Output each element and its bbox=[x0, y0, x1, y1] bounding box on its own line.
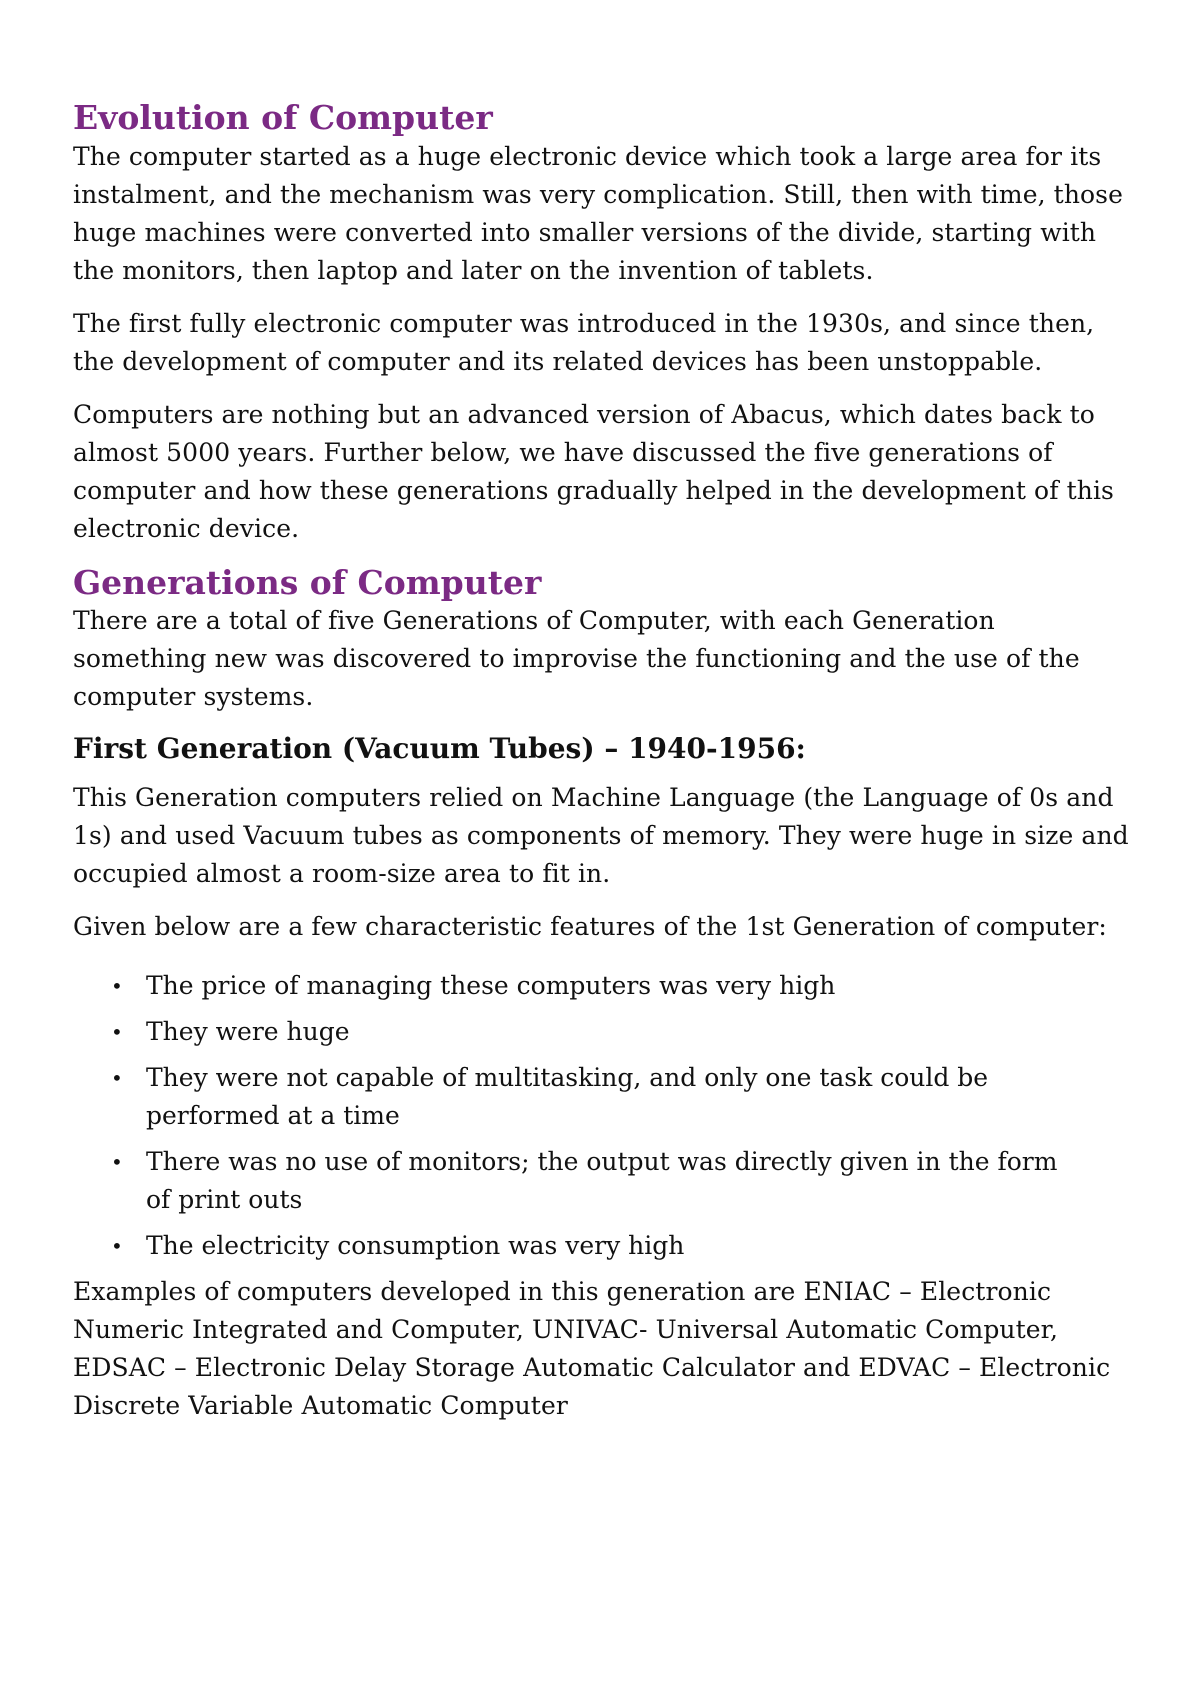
section-heading-evolution: Evolution of Computer bbox=[73, 98, 493, 137]
section-heading-generations: Generations of Computer bbox=[73, 562, 542, 602]
list-item bbox=[111, 1059, 1135, 1135]
paragraph-generations-intro: There are a total of five Generations of Computer, with each Generation something new was discovered to improvise the functioning and the use of the computer systems. bbox=[73, 606, 1080, 712]
paragraph-examples: Examples of computers developed in this generation are ENIAC – Electronic Numeric Integrated and Computer, UNIVAC- Universal Automatic Computer, EDSAC – Electronic Delay Storage Automatic Calculator and EDVAC – Electronic Discrete Variable Automatic Computer bbox=[73, 1276, 1111, 1420]
paragraph-evolution-3: Computers are nothing but an advanced version of Abacus, which dates back to almost 5000 years. Further below, we have discussed the five generations of computer and how these generations gradually helped in the development of this electronic device. bbox=[73, 399, 1114, 543]
paragraph-first-generation-description: This Generation computers relied on Machine Language (the Language of 0s and 1s) and used Vacuum tubes as components of memory. They were huge in size and occupied almost a room-size area to fit in. bbox=[73, 782, 1129, 888]
bullet-icon: • bbox=[111, 1233, 123, 1258]
paragraph-evolution-1: The computer started as a huge electronic device which took a large area for its instalment, and the mechanism was very complication. Still, then with time, those huge machines were converted into smaller versions of the divide, starting with the monitors, then laptop and later on the invention of tablets. bbox=[73, 141, 1124, 285]
list-item bbox=[111, 967, 1135, 1005]
list-item-text: The price of managing these computers was very high bbox=[146, 970, 836, 1000]
list-item-text: There was no use of monitors; the output was directly given in the form of print outs bbox=[146, 1146, 1058, 1214]
list-item-text: They were huge bbox=[146, 1016, 350, 1046]
list-item bbox=[111, 1013, 1135, 1051]
features-list bbox=[73, 967, 1135, 1265]
list-item-text: They were not capable of multitasking, and only one task could be performed at a time bbox=[146, 1062, 989, 1130]
bullet-icon: • bbox=[111, 973, 123, 998]
bullet-icon: • bbox=[111, 1149, 123, 1174]
bullet-icon: • bbox=[111, 1065, 123, 1090]
list-item bbox=[111, 1143, 1135, 1219]
subheading-first-generation: First Generation (Vacuum Tubes) – 1940-1956: bbox=[73, 732, 806, 766]
list-item-text: The electricity consumption was very high bbox=[146, 1230, 685, 1260]
document-page bbox=[73, 98, 1135, 1440]
list-item bbox=[111, 1227, 1135, 1265]
bullet-icon: • bbox=[111, 1019, 123, 1044]
paragraph-evolution-2: The first fully electronic computer was introduced in the 1930s, and since then, the development of computer and its related devices has been unstoppable. bbox=[73, 308, 1095, 376]
paragraph-features-intro: Given below are a few characteristic features of the 1st Generation of computer: bbox=[73, 911, 1107, 941]
